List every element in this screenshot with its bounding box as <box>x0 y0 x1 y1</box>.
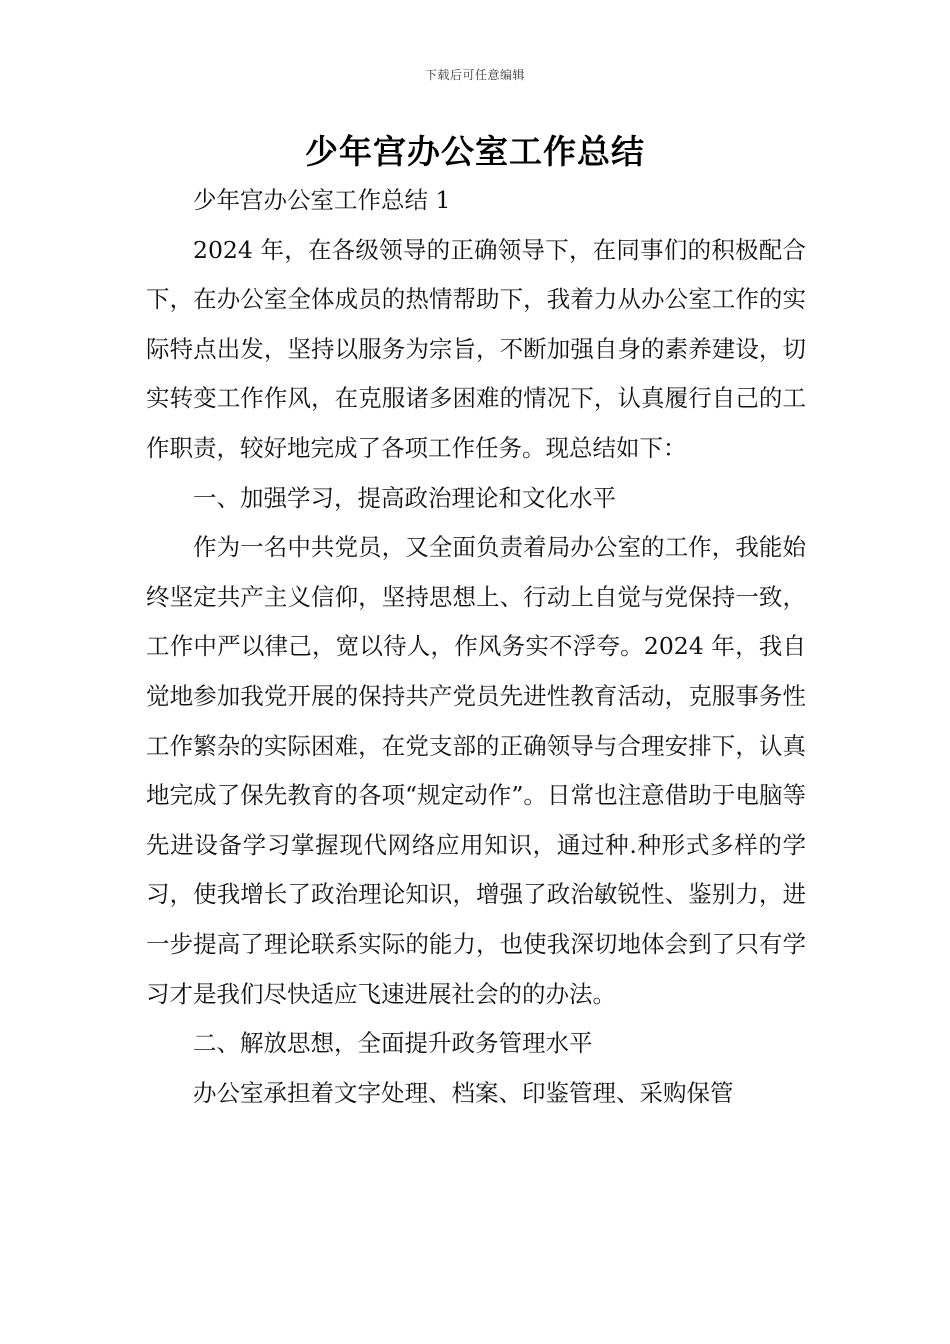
paragraph: 办公室承担着文字处理、档案、印鉴管理、采购保管 <box>193 1078 734 1107</box>
section-heading: 一、加强学习，提高政治理论和文化水平 <box>193 483 616 512</box>
document-title: 少年宫办公室工作总结 <box>305 132 645 171</box>
paragraph: 2024 年，在各级领导的正确领导下，在同事们的积极配合下，在办公室全体成员的热情帮助下，我着力从办公室工作的实际特点出发，坚持以服务为宗旨，不断加强自身的素养建设，切实转变工作作风，在克服诸多困难的情况下，认真履行自己的工作职责，较好地完成了各项工作任务。现总结如下： <box>146 235 806 462</box>
paragraph: 作为一名中共党员，又全面负责着局办公室的工作，我能始终坚定共产主义信仰，坚持思想上、行动上自觉与党保持一致，工作中严以律己，宽以待人，作风务实不浮夸。2024 年，我自觉地参加我党开展的保持共产党员先进性教育活动，克服事务性工作繁杂的实际困难，在党支部的正确领导与合理安排下，认真地完成了保先教育的各项“规定动作”。日常也注意借助于电脑等先进设备学习掌握现代网络应用知识，通过种.种形式多样的学习，使我增长了政治理论知识，增强了政治敏锐性、鉴别力，进一步提高了理论联系实际的能力，也使我深切地体会到了只有学习才是我们尽快适应飞速进展社会的的办法。 <box>146 533 806 1008</box>
section-heading: 二、解放思想，全面提升政务管理水平 <box>193 1029 593 1058</box>
document-body <box>146 176 806 1118</box>
header-note: 下载后可任意编辑 <box>424 68 525 82</box>
section-subtitle: 少年宫办公室工作总结 1 <box>193 186 451 214</box>
